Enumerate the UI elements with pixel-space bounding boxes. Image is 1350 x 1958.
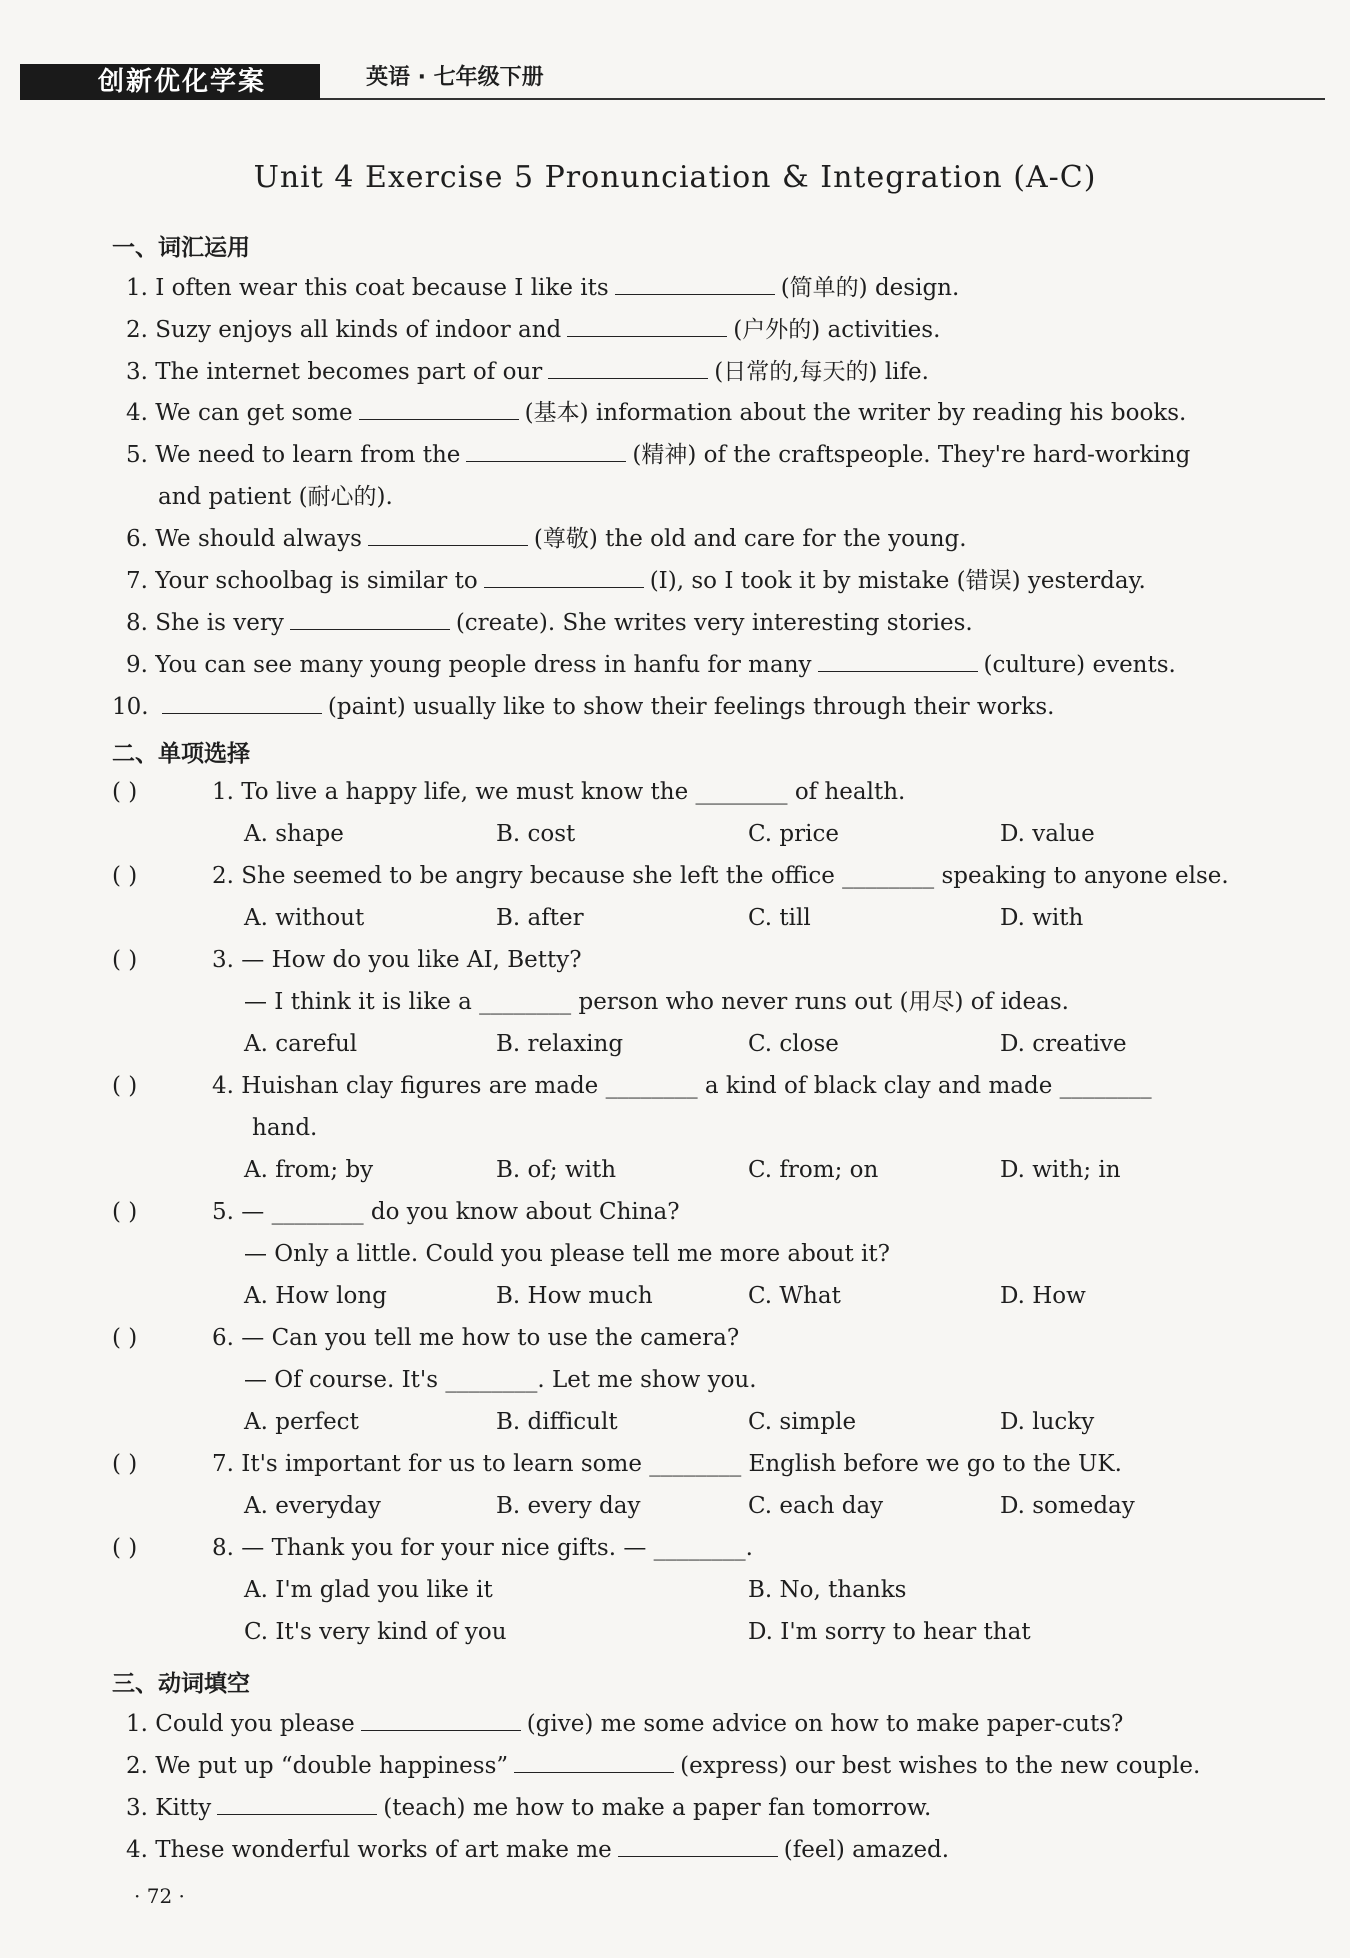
answer-blank[interactable] xyxy=(567,314,727,337)
item-text-after: (give) me some advice on how to make paper-cuts? xyxy=(526,1711,1124,1737)
option[interactable]: D. creative xyxy=(1000,1031,1127,1057)
option[interactable]: B. after xyxy=(496,905,584,931)
question-stem: 7. It's important for us to learn some ________ English before we go to the UK. xyxy=(212,1451,1122,1477)
item-text-after: (户外的) activities. xyxy=(733,317,941,343)
option[interactable]: C. simple xyxy=(748,1409,857,1435)
item-text-after: (feel) amazed. xyxy=(783,1837,950,1863)
question-stem: 6. — Can you tell me how to use the camera? xyxy=(212,1325,740,1351)
option[interactable]: D. with; in xyxy=(1000,1157,1121,1183)
option[interactable]: A. shape xyxy=(244,821,344,847)
item-text-before: These wonderful works of art make me xyxy=(155,1837,612,1863)
answer-bracket[interactable]: ( ) xyxy=(112,863,138,889)
question-stem: 1. To live a happy life, we must know the ________ of health. xyxy=(212,779,906,805)
item-number: 2. xyxy=(126,317,156,343)
verb-item xyxy=(126,1834,949,1866)
vocab-item xyxy=(126,523,967,555)
answer-bracket[interactable]: ( ) xyxy=(112,1199,138,1225)
vocab-item xyxy=(126,439,1190,471)
item-number: 4. xyxy=(126,1837,156,1863)
answer-bracket[interactable]: ( ) xyxy=(112,1535,138,1561)
page-number: · 72 · xyxy=(134,1884,185,1908)
answer-blank[interactable] xyxy=(162,691,322,714)
option[interactable]: C. close xyxy=(748,1031,839,1057)
question-stem: 3. — How do you like AI, Betty? xyxy=(212,947,582,973)
item-text-after: (create). She writes very interesting stories. xyxy=(455,610,973,636)
question-stem-continued: — Only a little. Could you please tell me more about it? xyxy=(244,1241,890,1267)
item-number: 7. xyxy=(126,568,156,594)
option[interactable]: B. difficult xyxy=(496,1409,618,1435)
answer-bracket[interactable]: ( ) xyxy=(112,779,138,805)
item-number: 2. xyxy=(126,1753,156,1779)
item-text-after: (I), so I took it by mistake (错误) yesterday. xyxy=(649,568,1146,594)
item-text-before: She is very xyxy=(155,610,284,636)
option[interactable]: D. someday xyxy=(1000,1493,1135,1519)
option[interactable]: A. everyday xyxy=(244,1493,381,1519)
header-rule xyxy=(320,98,1325,100)
option[interactable]: B. cost xyxy=(496,821,576,847)
option[interactable]: A. without xyxy=(244,905,365,931)
item-number: 8. xyxy=(126,610,156,636)
option[interactable]: A. from; by xyxy=(244,1157,374,1183)
answer-blank[interactable] xyxy=(618,1834,778,1857)
item-text-before: I often wear this coat because I like its xyxy=(155,275,609,301)
option[interactable]: B. every day xyxy=(496,1493,641,1519)
question-stem: 4. Huishan clay figures are made ________ a kind of black clay and made ________ xyxy=(212,1073,1152,1099)
item-text-before: We should always xyxy=(155,526,362,552)
page-header xyxy=(20,60,1325,100)
vocab-item xyxy=(126,356,929,388)
option[interactable]: A. careful xyxy=(244,1031,358,1057)
option[interactable]: D. I'm sorry to hear that xyxy=(748,1619,1031,1645)
item-number: 4. xyxy=(126,400,156,426)
item-text-after: (express) our best wishes to the new couple. xyxy=(680,1753,1201,1779)
vocab-item xyxy=(126,565,1146,597)
answer-blank[interactable] xyxy=(359,397,519,420)
question-stem: 5. — ________ do you know about China? xyxy=(212,1199,680,1225)
page-title: Unit 4 Exercise 5 Pronunciation & Integration (A-C) xyxy=(253,160,1097,195)
option[interactable]: D. with xyxy=(1000,905,1084,931)
answer-blank[interactable] xyxy=(484,565,644,588)
item-text-after: (日常的,每天的) life. xyxy=(714,359,929,385)
vocab-item xyxy=(126,272,959,304)
item-text-before: The internet becomes part of our xyxy=(155,359,543,385)
vocab-item xyxy=(126,314,940,346)
option[interactable]: C. price xyxy=(748,821,839,847)
option[interactable]: B. of; with xyxy=(496,1157,617,1183)
item-text-before: We can get some xyxy=(155,400,353,426)
item-text-before: Could you please xyxy=(155,1711,355,1737)
option[interactable]: A. I'm glad you like it xyxy=(244,1577,493,1603)
answer-blank[interactable] xyxy=(615,272,775,295)
item-text-after: (基本) information about the writer by reading his books. xyxy=(524,400,1187,426)
item-number: 3. xyxy=(126,359,156,385)
vocab-item xyxy=(112,691,1054,723)
answer-blank[interactable] xyxy=(514,1750,674,1773)
option[interactable]: B. No, thanks xyxy=(748,1577,907,1603)
answer-blank[interactable] xyxy=(290,607,450,630)
option[interactable]: D. value xyxy=(1000,821,1095,847)
item-text-after: (尊敬) the old and care for the young. xyxy=(533,526,967,552)
question-stem: 2. She seemed to be angry because she left the office ________ speaking to anyone else. xyxy=(212,863,1229,889)
section1-heading: 一、词汇运用 xyxy=(112,235,250,261)
item-text-before: You can see many young people dress in hanfu for many xyxy=(155,652,812,678)
brand-logo: 创新优化学案 xyxy=(20,64,320,100)
answer-blank[interactable] xyxy=(466,439,626,462)
question-stem-continued: — I think it is like a ________ person who never runs out (用尽) of ideas. xyxy=(244,989,1069,1015)
verb-item xyxy=(126,1792,931,1824)
option[interactable]: D. lucky xyxy=(1000,1409,1095,1435)
section2-heading: 二、单项选择 xyxy=(112,741,250,767)
item-text-before: We need to learn from the xyxy=(155,442,461,468)
item-text-before: Suzy enjoys all kinds of indoor and xyxy=(155,317,562,343)
item-number: 6. xyxy=(126,526,156,552)
verb-item xyxy=(126,1708,1123,1740)
item-number: 9. xyxy=(126,652,156,678)
item-text-after: (culture) events. xyxy=(983,652,1176,678)
question-stem-continued: — Of course. It's ________. Let me show you. xyxy=(244,1367,757,1393)
option[interactable]: B. How much xyxy=(496,1283,653,1309)
answer-bracket[interactable]: ( ) xyxy=(112,1073,138,1099)
item-text-before: and patient (耐心的). xyxy=(158,484,393,510)
item-number: 1. xyxy=(126,275,156,301)
item-number: 5. xyxy=(126,442,156,468)
answer-blank[interactable] xyxy=(217,1792,377,1815)
answer-blank[interactable] xyxy=(368,523,528,546)
item-text-after: (paint) usually like to show their feelings through their works. xyxy=(327,694,1055,720)
answer-bracket[interactable]: ( ) xyxy=(112,1325,138,1351)
option[interactable]: D. How xyxy=(1000,1283,1086,1309)
answer-bracket[interactable]: ( ) xyxy=(112,947,138,973)
option[interactable]: C. What xyxy=(748,1283,841,1309)
section3-heading: 三、动词填空 xyxy=(112,1671,250,1697)
item-text-after: (精神) of the craftspeople. They're hard-working xyxy=(632,442,1191,468)
option[interactable]: A. How long xyxy=(244,1283,387,1309)
item-number: 10. xyxy=(112,694,156,720)
item-text-before: We put up “double happiness” xyxy=(155,1753,509,1779)
option[interactable]: B. relaxing xyxy=(496,1031,624,1057)
verb-item xyxy=(126,1750,1200,1782)
item-text-after: (简单的) design. xyxy=(780,275,960,301)
item-text-before: Your schoolbag is similar to xyxy=(155,568,478,594)
subject-label: 英语 · 七年级下册 xyxy=(366,65,544,90)
vocab-item xyxy=(126,607,973,639)
answer-blank[interactable] xyxy=(818,649,978,672)
option[interactable]: C. each day xyxy=(748,1493,884,1519)
vocab-item xyxy=(126,649,1176,681)
answer-blank[interactable] xyxy=(361,1708,521,1731)
option[interactable]: C. from; on xyxy=(748,1157,879,1183)
vocab-item xyxy=(126,397,1186,429)
item-text-before: Kitty xyxy=(155,1795,212,1821)
option[interactable]: C. till xyxy=(748,905,811,931)
option[interactable]: C. It's very kind of you xyxy=(244,1619,507,1645)
question-stem-continued: hand. xyxy=(252,1115,318,1141)
item-number: 3. xyxy=(126,1795,156,1821)
item-text-after: (teach) me how to make a paper fan tomorrow. xyxy=(383,1795,932,1821)
answer-blank[interactable] xyxy=(548,356,708,379)
item-number: 1. xyxy=(126,1711,156,1737)
answer-bracket[interactable]: ( ) xyxy=(112,1451,138,1477)
option[interactable]: A. perfect xyxy=(244,1409,359,1435)
question-stem: 8. — Thank you for your nice gifts. — ________. xyxy=(212,1535,753,1561)
vocab-item xyxy=(158,481,393,513)
